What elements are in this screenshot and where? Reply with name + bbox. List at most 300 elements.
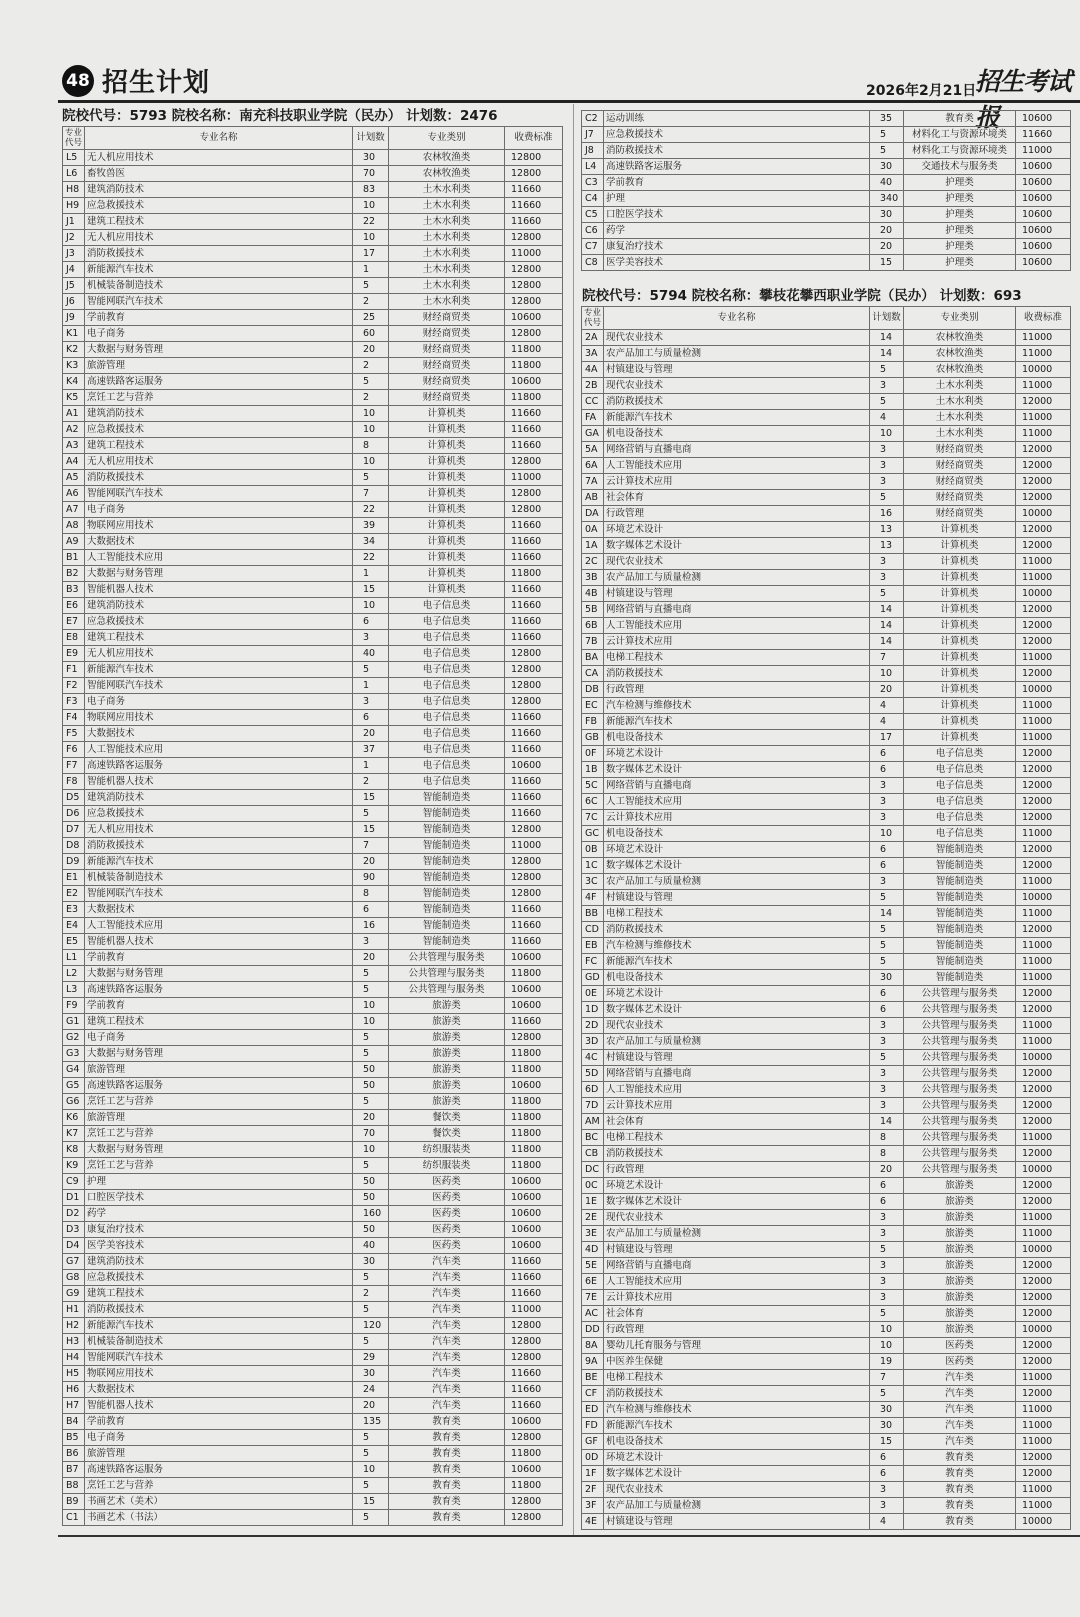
quota: 10 [870,826,904,842]
quota: 20 [353,950,389,966]
tuition-fee: 12000 [1016,1146,1071,1162]
category: 计算机类 [389,534,505,550]
category: 教育类 [389,1462,505,1478]
column-header-major: 专业名称 [604,307,870,330]
major-name: 学前教育 [85,950,353,966]
quota: 50 [353,1190,389,1206]
tuition-fee: 11800 [505,1110,563,1126]
quota: 15 [870,1434,904,1450]
tuition-fee: 11660 [505,1270,563,1286]
major-code: A5 [63,470,85,486]
tuition-fee: 11000 [1016,1210,1071,1226]
major-code: 5E [582,1258,604,1274]
quota: 1 [353,758,389,774]
tuition-fee: 10600 [1016,255,1071,271]
quota: 50 [353,1222,389,1238]
category: 旅游类 [904,1258,1016,1274]
category: 智能制造类 [904,858,1016,874]
category: 计算机类 [904,634,1016,650]
category: 智能制造类 [904,954,1016,970]
major-name: 电梯工程技术 [604,1130,870,1146]
table-row [63,1414,563,1430]
table-row [63,710,563,726]
major-name: 高速铁路客运服务 [85,374,353,390]
major-name: 行政管理 [604,1162,870,1178]
major-code: J2 [63,230,85,246]
major-name: 运动训练 [604,111,870,127]
quota: 20 [353,854,389,870]
major-code: J9 [63,310,85,326]
quota: 5 [870,143,904,159]
quota: 8 [353,886,389,902]
quota: 5 [353,1158,389,1174]
category: 电子信息类 [389,598,505,614]
table-row [63,534,563,550]
major-code: H2 [63,1318,85,1334]
major-code: G5 [63,1078,85,1094]
major-code: 4D [582,1242,604,1258]
major-code: F2 [63,678,85,694]
major-code: E7 [63,614,85,630]
header-rule [58,100,1080,103]
category: 智能制造类 [389,918,505,934]
tuition-fee: 11000 [505,246,563,262]
major-name: 康复治疗技术 [85,1222,353,1238]
tuition-fee: 12800 [505,870,563,886]
tuition-fee: 12800 [505,854,563,870]
major-code: GA [582,426,604,442]
quota: 10 [353,406,389,422]
tuition-fee: 10000 [1016,1162,1071,1178]
quota: 5 [870,1306,904,1322]
tuition-fee: 12000 [1016,1178,1071,1194]
major-name: 智能网联汽车技术 [85,886,353,902]
major-code: 1D [582,1002,604,1018]
table-row [63,1382,563,1398]
quota: 5 [353,1510,389,1526]
quota: 6 [870,1178,904,1194]
category: 护理类 [904,255,1016,271]
major-code: 1B [582,762,604,778]
major-code: L5 [63,150,85,166]
major-name: 畜牧兽医 [85,166,353,182]
table-row [63,454,563,470]
quota: 16 [353,918,389,934]
major-name: 数字媒体艺术设计 [604,1466,870,1482]
table-row [582,191,1071,207]
major-code: K8 [63,1142,85,1158]
major-code: F9 [63,998,85,1014]
tuition-fee: 12000 [1016,1082,1071,1098]
table-row [582,1242,1071,1258]
category: 财经商贸类 [904,474,1016,490]
major-code: A3 [63,438,85,454]
category: 智能制造类 [389,854,505,870]
major-name: 环境艺术设计 [604,1450,870,1466]
tuition-fee: 11660 [505,614,563,630]
category: 财经商贸类 [389,390,505,406]
major-code: 7E [582,1290,604,1306]
table-row [63,406,563,422]
major-name: 人工智能技术应用 [85,742,353,758]
quota: 35 [870,111,904,127]
table-row [582,1498,1071,1514]
category: 土木水利类 [389,198,505,214]
major-name: 护理 [85,1174,353,1190]
table-row [63,838,563,854]
table-row [63,630,563,646]
column-header-category: 专业类别 [389,127,505,150]
quota: 5 [353,1446,389,1462]
table-row [582,1338,1071,1354]
table-row [63,1078,563,1094]
quota: 5 [870,922,904,938]
category: 计算机类 [904,602,1016,618]
major-code: H7 [63,1398,85,1414]
tuition-fee: 11660 [505,902,563,918]
tuition-fee: 11660 [505,710,563,726]
category: 公共管理与服务类 [904,1098,1016,1114]
table-row [582,442,1071,458]
category: 土木水利类 [389,182,505,198]
tuition-fee: 11000 [1016,426,1071,442]
table-row [582,1226,1071,1242]
major-name: 消防救援技术 [604,1386,870,1402]
category: 智能制造类 [904,906,1016,922]
major-name: 汽车检测与维修技术 [604,698,870,714]
major-code: L2 [63,966,85,982]
category: 财经商贸类 [904,442,1016,458]
major-code: A7 [63,502,85,518]
category: 电子信息类 [904,810,1016,826]
category: 公共管理与服务类 [389,982,505,998]
column-header-code: 专业代号 [582,307,604,330]
tuition-fee: 11660 [505,1254,563,1270]
major-code: B4 [63,1414,85,1430]
quota: 5 [353,1030,389,1046]
major-code: H1 [63,1302,85,1318]
tuition-fee: 12000 [1016,490,1071,506]
major-code: C8 [582,255,604,271]
quota: 7 [353,486,389,502]
category: 计算机类 [389,550,505,566]
major-name: 无人机应用技术 [85,150,353,166]
major-code: L3 [63,982,85,998]
quota: 14 [870,330,904,346]
major-name: 消防救援技术 [85,470,353,486]
major-name: 机械装备制造技术 [85,278,353,294]
category: 旅游类 [904,1322,1016,1338]
tuition-fee: 11000 [1016,1370,1071,1386]
major-name: 现代农业技术 [604,1482,870,1498]
table-row [582,127,1071,143]
quota: 50 [353,1078,389,1094]
quota: 8 [870,1146,904,1162]
quota: 6 [870,1466,904,1482]
major-code: 6D [582,1082,604,1098]
tuition-fee: 10600 [1016,175,1071,191]
newspaper-masthead: 招生考试报 [975,67,1072,132]
major-name: 农产品加工与质量检测 [604,1226,870,1242]
category: 电子信息类 [389,726,505,742]
quota: 3 [870,378,904,394]
column-divider [573,104,574,1535]
quota: 15 [353,582,389,598]
tuition-fee: 12800 [505,1494,563,1510]
major-code: 3D [582,1034,604,1050]
major-name: 智能网联汽车技术 [85,486,353,502]
table-row [582,1306,1071,1322]
major-name: 无人机应用技术 [85,454,353,470]
quota: 13 [870,522,904,538]
tuition-fee: 11660 [505,934,563,950]
major-name: 机械装备制造技术 [85,870,353,886]
table-row [582,618,1071,634]
category: 智能制造类 [904,842,1016,858]
major-name: 数字媒体艺术设计 [604,1002,870,1018]
table-row [63,646,563,662]
table-row [582,426,1071,442]
quota: 34 [353,534,389,550]
category: 财经商贸类 [389,326,505,342]
table-row [63,1478,563,1494]
category: 土木水利类 [389,230,505,246]
quota: 14 [870,906,904,922]
quota: 6 [870,746,904,762]
tuition-fee: 11660 [505,198,563,214]
quota: 22 [353,214,389,230]
major-code: E4 [63,918,85,934]
quota: 5 [353,966,389,982]
major-code: B6 [63,1446,85,1462]
quota: 20 [353,1398,389,1414]
table-row [63,1302,563,1318]
quota: 3 [870,874,904,890]
tuition-fee: 11000 [1016,1226,1071,1242]
major-code: BE [582,1370,604,1386]
major-code: H3 [63,1334,85,1350]
category: 电子信息类 [904,794,1016,810]
tuition-fee: 12800 [505,1030,563,1046]
quota: 17 [353,246,389,262]
tuition-fee: 11000 [1016,1018,1071,1034]
major-name: 村镇建设与管理 [604,1514,870,1530]
major-name: 消防救援技术 [85,246,353,262]
table-row [63,662,563,678]
table-row [582,938,1071,954]
table-row [582,1370,1071,1386]
table-row [63,1350,563,1366]
quota: 5 [870,490,904,506]
major-code: 6C [582,794,604,810]
quota: 6 [353,902,389,918]
major-name: 汽车检测与维修技术 [604,1402,870,1418]
major-code: C9 [63,1174,85,1190]
tuition-fee: 10600 [1016,159,1071,175]
major-name: 现代农业技术 [604,330,870,346]
quota: 16 [870,506,904,522]
major-name: 村镇建设与管理 [604,586,870,602]
quota: 10 [353,198,389,214]
major-name: 新能源汽车技术 [604,954,870,970]
major-name: 烹饪工艺与营养 [85,1094,353,1110]
major-name: 口腔医学技术 [85,1190,353,1206]
tuition-fee: 12800 [505,1430,563,1446]
table-row [582,1146,1071,1162]
major-name: 大数据与财务管理 [85,566,353,582]
tuition-fee: 11000 [1016,954,1071,970]
category: 医药类 [389,1238,505,1254]
tuition-fee: 10600 [505,1414,563,1430]
major-name: 学前教育 [604,175,870,191]
category: 旅游类 [904,1226,1016,1242]
quota: 3 [870,570,904,586]
tuition-fee: 11000 [1016,330,1071,346]
major-name: 烹饪工艺与营养 [85,1478,353,1494]
major-code: E2 [63,886,85,902]
tuition-fee: 10600 [1016,191,1071,207]
table-row [63,1270,563,1286]
table-row [63,806,563,822]
major-code: K9 [63,1158,85,1174]
major-code: DC [582,1162,604,1178]
table-row [582,378,1071,394]
major-name: 中医养生保健 [604,1354,870,1370]
category: 计算机类 [904,570,1016,586]
major-name: 人工智能技术应用 [85,918,353,934]
tuition-fee: 10600 [505,1078,563,1094]
quota: 5 [870,127,904,143]
table-row [582,175,1071,191]
quota: 14 [870,618,904,634]
table-row [582,698,1071,714]
quota: 5 [353,278,389,294]
tuition-fee: 12000 [1016,1450,1071,1466]
major-code: A2 [63,422,85,438]
table-row [63,518,563,534]
category: 教育类 [904,1482,1016,1498]
major-code: B2 [63,566,85,582]
category: 旅游类 [389,1014,505,1030]
category: 旅游类 [904,1178,1016,1194]
major-name: 大数据与财务管理 [85,1046,353,1062]
major-name: 医学美容技术 [85,1238,353,1254]
quota: 7 [870,650,904,666]
major-code: GD [582,970,604,986]
major-name: 社会体育 [604,1306,870,1322]
major-code: K2 [63,342,85,358]
school-1-rows [63,150,563,1526]
table-row [582,1466,1071,1482]
quota: 5 [353,1046,389,1062]
table-row [63,726,563,742]
table-row [63,918,563,934]
table-row [582,1290,1071,1306]
major-code: B9 [63,1494,85,1510]
tuition-fee: 12800 [505,1510,563,1526]
category: 计算机类 [389,566,505,582]
table-row [582,1114,1071,1130]
tuition-fee: 10600 [505,374,563,390]
major-code: J6 [63,294,85,310]
major-name: 汽车检测与维修技术 [604,938,870,954]
major-code: G3 [63,1046,85,1062]
major-name: 人工智能技术应用 [604,1082,870,1098]
major-code: GC [582,826,604,842]
quota: 160 [353,1206,389,1222]
category: 电子信息类 [904,746,1016,762]
tuition-fee: 10600 [1016,207,1071,223]
tuition-fee: 10600 [1016,223,1071,239]
quota: 3 [870,1018,904,1034]
tuition-fee: 11800 [505,358,563,374]
major-name: 环境艺术设计 [604,522,870,538]
major-code: K3 [63,358,85,374]
category: 汽车类 [389,1286,505,1302]
quota: 5 [870,890,904,906]
quota: 3 [870,458,904,474]
category: 材料化工与资源环境类 [904,127,1016,143]
table-row [63,1462,563,1478]
table-row [582,538,1071,554]
quota: 10 [353,422,389,438]
quota: 2 [353,774,389,790]
tuition-fee: 11800 [505,566,563,582]
table-row [582,970,1071,986]
major-name: 环境艺术设计 [604,746,870,762]
tuition-fee: 12000 [1016,1354,1071,1370]
major-name: 云计算技术应用 [604,1098,870,1114]
major-name: 电子商务 [85,1030,353,1046]
category: 旅游类 [389,998,505,1014]
quota: 22 [353,502,389,518]
table-row [582,1098,1071,1114]
quota: 4 [870,698,904,714]
major-name: 人工智能技术应用 [604,458,870,474]
major-name: 书画艺术（美术） [85,1494,353,1510]
category: 财经商贸类 [389,342,505,358]
major-code: 2B [582,378,604,394]
major-name: 电梯工程技术 [604,650,870,666]
quota: 340 [870,191,904,207]
category: 旅游类 [904,1194,1016,1210]
tuition-fee: 10000 [1016,1322,1071,1338]
column-header-category: 专业类别 [904,307,1016,330]
table-row [582,730,1071,746]
table-row [63,1046,563,1062]
quota: 15 [870,255,904,271]
quota: 5 [353,982,389,998]
table-row [582,634,1071,650]
tuition-fee: 11800 [505,1046,563,1062]
category: 旅游类 [904,1290,1016,1306]
tuition-fee: 10000 [1016,1514,1071,1530]
tuition-fee: 11660 [505,214,563,230]
category: 计算机类 [389,518,505,534]
major-code: F7 [63,758,85,774]
quota: 6 [353,710,389,726]
tuition-fee: 10000 [1016,890,1071,906]
category: 计算机类 [389,454,505,470]
quota: 10 [870,1338,904,1354]
category: 电子信息类 [389,646,505,662]
major-code: DA [582,506,604,522]
tuition-fee: 11000 [1016,378,1071,394]
quota: 3 [870,1274,904,1290]
category: 电子信息类 [389,774,505,790]
major-code: J3 [63,246,85,262]
tuition-fee: 11800 [505,1142,563,1158]
